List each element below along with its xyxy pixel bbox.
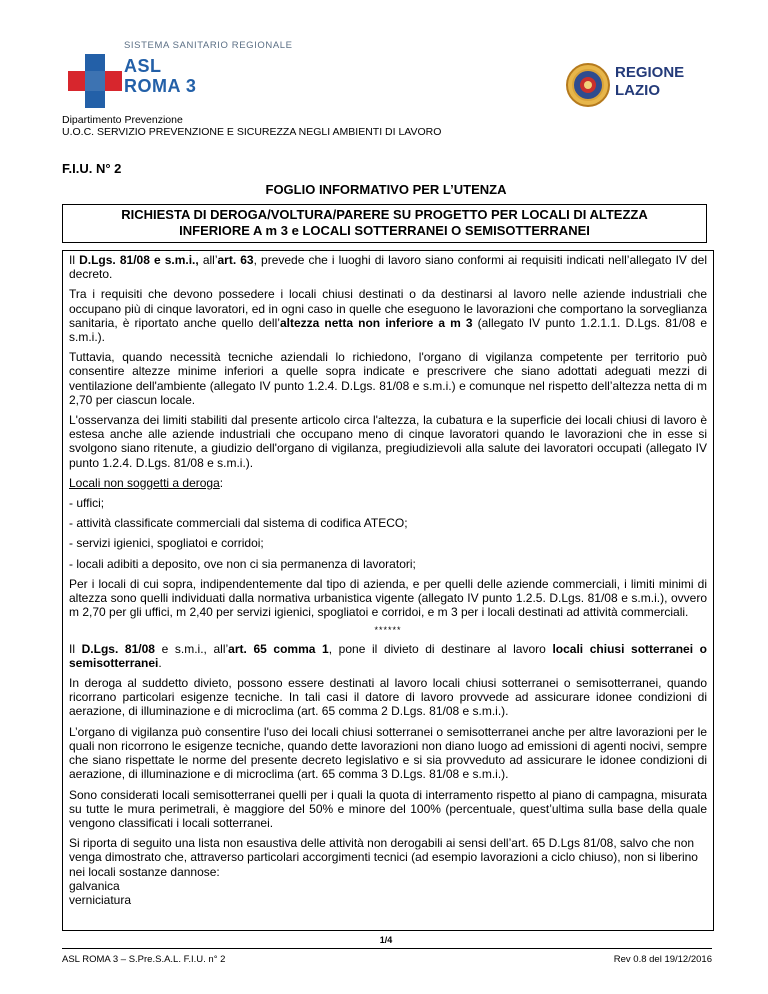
document-title-box <box>62 204 707 243</box>
text-span: (allegato IV punto 1.2.1.1. D.Lgs. 81/08 e s.m.i.). <box>69 315 708 345</box>
paragraph-exceptions: Tuttavia, quando necessità tecniche aziendali lo richiedono, l'organo di vigilanza competente per territorio può consentire altezze minime inferiori a quelle sopra indicate e prescrivere che siano adottati adeguati mezzi di ventilazione dell'ambiente (allegato IV punto 1.2.4. D.Lgs. 81/08 e s.m.i.) e comunque nel rispetto dell’altezza netta di m 2,70 per ciascun locale. <box>69 350 707 407</box>
asl-logo-name <box>124 56 196 96</box>
lazio-logo-line1: REGIONE <box>615 64 685 81</box>
text-span: : <box>219 475 224 490</box>
activity-item: verniciatura <box>69 892 132 907</box>
asl-cross-icon <box>68 54 122 108</box>
non-deroga-heading-text: Locali non soggetti a deroga <box>69 475 220 490</box>
lazio-seal-icon <box>565 62 611 108</box>
department-block <box>62 114 441 138</box>
text-span: Il <box>69 641 82 656</box>
list-item: - servizi igienici, spogliatoi e corridoi; <box>69 536 264 551</box>
fiu-number: F.I.U. N° 2 <box>62 161 122 176</box>
paragraph-vigilance: L’organo di vigilanza può consentire l'uso dei locali chiusi sotterranei o semisotterranei anche per altre lavorazioni per le quali non ricorrono le esigenze tecniche, quando dette lavorazioni non diano luogo ad emissioni di agenti nocivi, sempre che siano rispettate le norme del presente decreto legislativo e si sia provveduto ad assicurare le idonee condizioni di aerazione, di illuminazione e di microclima (art. 65 comma 3 D.Lgs. 81/08 e s.m.i.). <box>69 724 707 782</box>
lazio-logo-line2: LAZIO <box>615 82 660 99</box>
asl-logo-name-line1: ASL <box>124 56 162 76</box>
paragraph-requirements <box>69 287 707 344</box>
asl-logo-name-line2: ROMA 3 <box>124 76 197 96</box>
regione-lazio-logo <box>565 62 725 118</box>
bold-article-ref: art. 65 comma 1 <box>228 641 329 656</box>
footer-revision: Rev 0.8 del 19/12/2016 <box>613 954 712 965</box>
lazio-logo-text <box>615 64 684 100</box>
text-span: , pone il divieto di destinare al lavoro <box>328 641 553 656</box>
list-item: - locali adibiti a deposito, ove non ci sia permanenza di lavoratori; <box>69 556 416 571</box>
department-unit: U.O.C. SERVIZIO PREVENZIONE E SICUREZZA NEGLI AMBIENTI DI LAVORO <box>62 126 442 138</box>
footer-document-ref: ASL ROMA 3 – S.Pre.S.A.L. F.I.U. n° 2 <box>62 954 226 965</box>
text-span: e s.m.i., all’ <box>154 641 229 656</box>
document-title-line1: RICHIESTA DI DEROGA/VOLTURA/PARERE SU PROGETTO PER LOCALI DI ALTEZZA <box>121 207 648 222</box>
paragraph-small-companies: L'osservanza dei limiti stabiliti dal presente articolo circa l'altezza, la cubatura e la superficie dei locali chiusi di lavoro è estesa anche alle aziende industriali che occupano meno di cinque lavoratori quando le lavorazioni che in esse si svolgono siano ritenute, a giudizio dell'organo di vigilanza, pregiudizievoli alla salute dei lavoratori occupati (allegato IV punto 1.2.4. D.Lgs. 81/08 e s.m.i.). <box>69 413 707 470</box>
document-body <box>62 250 714 931</box>
paragraph-deroga: In deroga al suddetto divieto, possono essere destinati al lavoro locali chiusi sotterranei o semisotterranei, quando ricorrano particolari esigenze tecniche. In tali casi il datore di lavoro provvede ad assicurare idonee condizioni di aerazione, di illuminazione e di microclima (art. 65 comma 2 D.Lgs. 81/08 e s.m.i.). <box>69 676 707 719</box>
text-span: , prevede che i luoghi di lavoro siano conformi ai requisiti indicati nell’allegato IV del decreto. <box>69 253 708 282</box>
department-name: Dipartimento Prevenzione <box>62 114 183 126</box>
section-separator: ****** <box>374 625 402 636</box>
list-item: - uffici; <box>69 496 105 511</box>
activity-item: galvanica <box>69 878 120 893</box>
text-span: Il <box>69 253 80 267</box>
document-subtitle: FOGLIO INFORMATIVO PER L’UTENZA <box>265 182 507 197</box>
paragraph-art63 <box>69 253 707 281</box>
paragraph-semi-underground: Sono considerati locali semisotterranei quelli per i quali la quota di interramento rispetto al piano di campagna, misurata su tutte le mura perimetrali, è maggiore del 50% e minore del 100% (percentuale, quest’ultima sulla base della quale vengono classificati i locali sotterranei. <box>69 787 707 830</box>
paragraph-activities-list: Si riporta di seguito una lista non esaustiva delle attività non derogabili ai sensi dell’art. 65 D.Lgs 81/08, salvo che non venga dimostrato che, attraverso particolari accorgimenti tecnici (ad esempio lavorazioni a ciclo chiuso), non si liberino nei locali sostanze dannose: <box>69 836 698 879</box>
list-item: - attività classificate commerciali dal sistema di codifica ATECO; <box>69 516 408 531</box>
paragraph-art65 <box>69 642 707 670</box>
asl-logo-top-text: SISTEMA SANITARIO REGIONALE <box>124 40 293 51</box>
paragraph-height-limits: Per i locali di cui sopra, indipendentemente dal tipo di azienda, e per quelli delle aziende commerciali, i limiti minimi di altezza sono quelli individuati dalla normativa urbanistica vigente (allegato IV punto 1.2.5. D.Lgs. 81/08 e s.m.i.), ovvero m 2,70 per gli uffici, m 2,40 per servizi igienici, spogliatoi e corridoi, e m 3 per i locali destinati ad attività commerciali. <box>69 576 707 620</box>
bold-height-requirement: altezza netta non inferiore a m 3 <box>279 315 473 330</box>
footer-divider <box>62 948 712 949</box>
bold-underground-rooms: locali chiusi sotterranei o semisotterranei <box>69 641 708 670</box>
bold-article-ref: art. 63 <box>217 253 254 267</box>
bold-law-ref: D.Lgs. 81/08 <box>81 641 155 656</box>
document-title-line2: INFERIORE A m 3 e LOCALI SOTTERRANEI O SEMISOTTERRANEI <box>179 223 590 238</box>
bold-law-ref: D.Lgs. 81/08 e s.m.i., <box>79 253 199 267</box>
text-span: . <box>158 655 162 670</box>
non-deroga-heading <box>69 476 707 490</box>
text-span: Tra i requisiti che devono possedere i locali chiusi destinati o da destinarsi al lavoro nelle aziende industriali che occupano più di cinque lavoratori, ed in ogni caso in quelle che eseguono le lavorazioni che comportano la sorveglianza sanitaria, è riportato anche quello dell’ <box>69 287 707 330</box>
asl-roma3-logo <box>64 40 324 100</box>
text-span: all’ <box>198 253 218 267</box>
page-number: 1/4 <box>379 935 393 945</box>
